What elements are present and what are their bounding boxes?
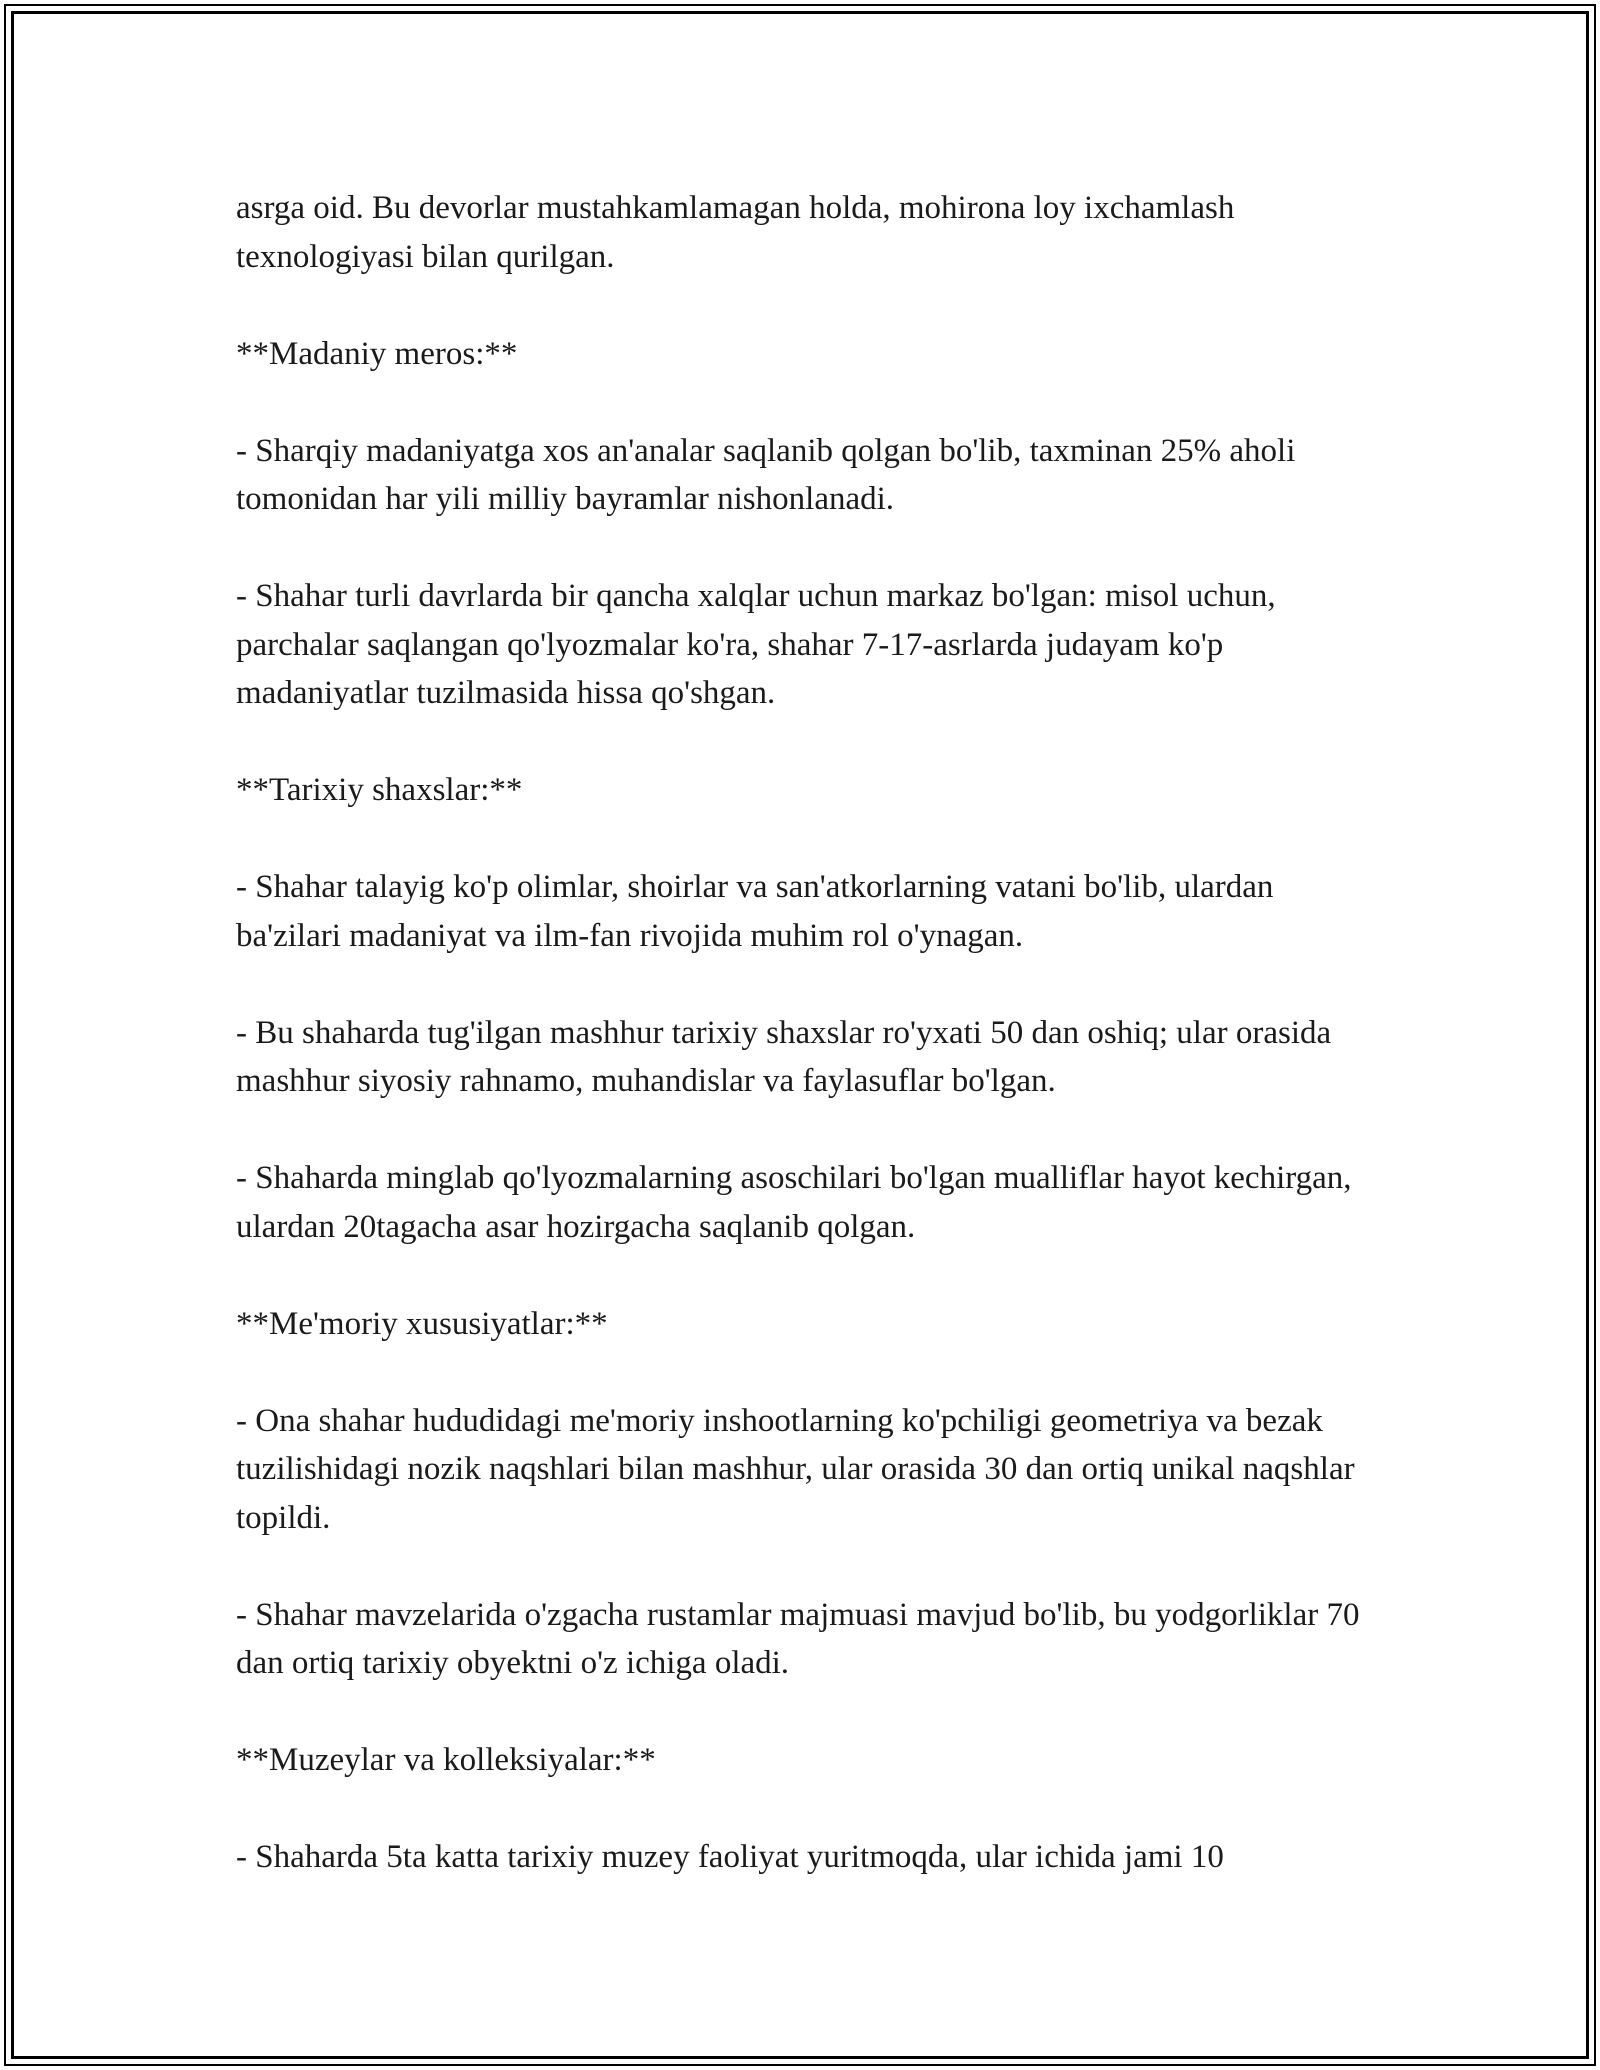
heading-madaniy-meros: **Madaniy meros:** <box>236 335 518 372</box>
heading-muzeylar-va-kolleksiyalar: **Muzeylar va kolleksiyalar:** <box>236 1742 656 1778</box>
heading-tarixiy-shaxslar: **Tarixiy shaxslar:** <box>236 772 523 808</box>
paragraph-bullet: - Shaharda 5ta katta tarixiy muzey faoliyat yuritmoqda, ular ichida jami 10 <box>236 1839 1224 1875</box>
paragraph-bullet: - Shahar turli davrlarda bir qancha xalqlar uchun markaz bo'lgan: misol uchun, parchalar saqlangan qo'lyozmalar ko'ra, shahar 7-17-asrlarda judayam ko'p madaniyatlar tuzilmasida hissa qo'shgan. <box>236 578 1276 711</box>
paragraph-continuation: asrga oid. Bu devorlar mustahkamlamagan holda, mohirona loy ixchamlash texnologiyasi bilan qurilgan. <box>236 190 1235 275</box>
paragraph-bullet: - Bu shaharda tug'ilgan mashhur tarixiy shaxslar ro'yxati 50 dan oshiq; ular orasida mashhur siyosiy rahnamo, muhandislar va faylasuflar bo'lgan. <box>236 1014 1332 1099</box>
paragraph-bullet: - Shahar mavzelarida o'zgacha rustamlar majmuasi mavjud bo'lib, bu yodgorliklar 70 dan ortiq tarixiy obyektni o'z ichiga oladi. <box>236 1596 1360 1681</box>
paragraph-bullet: - Shahar talayig ko'p olimlar, shoirlar va san'atkorlarning vatani bo'lib, ulardan ba'zilari madaniyat va ilm-fan rivojida muhim rol o'ynagan. <box>236 869 1274 954</box>
paragraph-bullet: - Ona shahar hududidagi me'moriy inshootlarning ko'pchiligi geometriya va bezak tuzilishidagi nozik naqshlari bilan mashhur, ular orasida 30 dan ortiq unikal naqshlar topildi. <box>236 1402 1355 1536</box>
heading-memoriy-xususiyatlar: **Me'moriy xususiyatlar:** <box>236 1305 608 1342</box>
document-body <box>236 184 1366 1882</box>
paragraph-bullet: - Shaharda minglab qo'lyozmalarning asoschilari bo'lgan mualliflar hayot kechirgan, ulardan 20tagacha asar hozirgacha saqlanib qolgan. <box>236 1160 1352 1245</box>
paragraph-bullet: - Sharqiy madaniyatga xos an'analar saqlanib qolgan bo'lib, taxminan 25% aholi tomonidan har yili milliy bayramlar nishonlanadi. <box>236 432 1296 517</box>
